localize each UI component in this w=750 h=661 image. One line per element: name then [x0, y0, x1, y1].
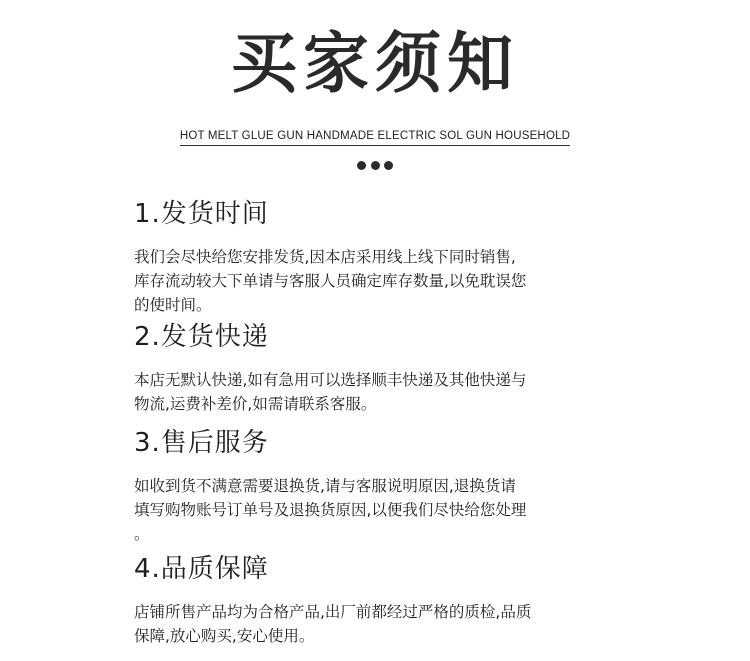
body-line: 保障,放心购买,安心使用。: [134, 627, 315, 645]
section-quality-guarantee: [134, 552, 634, 648]
section-body: [134, 600, 634, 648]
section-heading: 2.发货快递: [134, 322, 269, 352]
section-after-sales: [134, 426, 634, 546]
section-shipping-time: [134, 197, 634, 317]
section-body: [134, 245, 634, 317]
body-line: 本店无默认快递,如有急用可以选择顺丰快递及其他快递与: [134, 371, 527, 389]
section-heading: 1.发货时间: [134, 199, 269, 229]
body-line: 我们会尽快给您安排发货,因本店采用线上线下同时销售,: [134, 248, 516, 266]
subtitle-text: HOT MELT GLUE GUN HANDMADE ELECTRIC SOL GUN HOUSEHOLD: [180, 129, 570, 146]
section-body: [134, 474, 634, 546]
body-line: 填写购物账号订单号及退换货原因,以便我们尽快给您处理: [134, 501, 527, 519]
body-line: 。: [134, 525, 150, 543]
section-body: [134, 368, 634, 416]
body-line: 库存流动较大下单请与客服人员确定库存数量,以免耽误您: [134, 272, 527, 290]
body-line: 物流,运费补差价,如需请联系客服。: [134, 395, 377, 413]
body-line: 的使时间。: [134, 296, 212, 314]
ellipsis-dots-icon: [357, 160, 393, 170]
section-heading: 4.品质保障: [134, 554, 269, 584]
section-heading: 3.售后服务: [134, 428, 269, 458]
body-line: 店铺所售产品均为合格产品,出厂前都经过严格的质检,品质: [134, 603, 532, 621]
body-line: 如收到货不满意需要退换货,请与客服说明原因,退换货请: [134, 477, 516, 495]
section-courier: [134, 320, 634, 416]
page-title: 买家须知: [231, 25, 519, 102]
page-subtitle: [0, 124, 750, 146]
